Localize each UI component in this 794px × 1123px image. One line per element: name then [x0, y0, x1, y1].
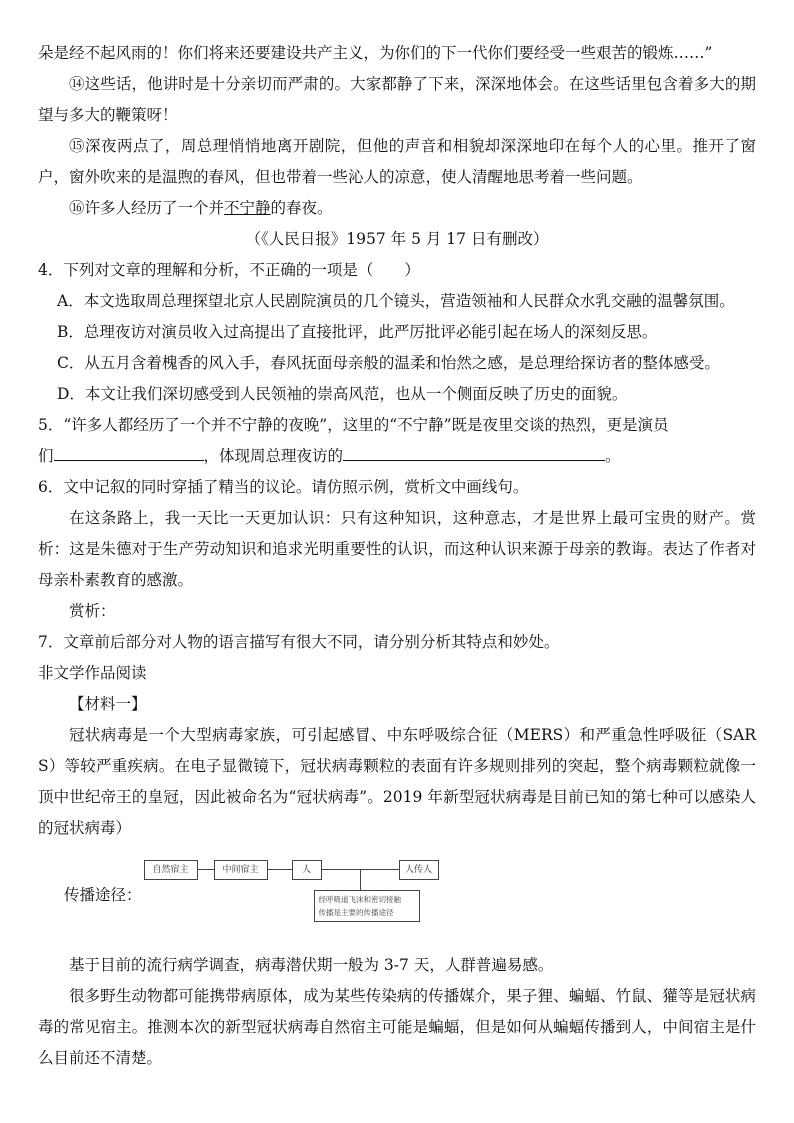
underlined-phrase: 不宁静: [224, 199, 271, 217]
paragraph-16-post: 的春夜。: [270, 199, 333, 217]
diagram-node-human: 人: [292, 860, 322, 880]
transmission-diagram-row: [38, 856, 756, 944]
material-1-paragraph-2: 基于目前的流行病学调查，病毒潜伏期一般为 3-7 天，人群普遍易感。: [69, 956, 554, 974]
document-page: [38, 38, 756, 1074]
question-4-option-a: A．本文选取周总理探望北京人民剧院演员的几个镜头，营造领袖和人民群众水乳交融的温馨氛围。: [57, 292, 735, 310]
transmission-diagram: [144, 856, 444, 942]
question-5-blanks: [38, 441, 756, 472]
diagram-note-line-1: 经呼吸道飞沫和密切接触: [318, 895, 402, 904]
question-5-part1: 们: [38, 447, 54, 465]
answer-blank-2[interactable]: [343, 442, 605, 461]
section-title: 非文学作品阅读: [38, 664, 147, 682]
paragraph-15: ⑮深夜两点了，周总理悄悄地离开剧院，但他的声音和相貌却深深地印在每个人的心里。推开了窗户，窗外吹来的是温煦的春风，但也带着一些沁人的凉意，使人清醒地思考着一些问题。: [38, 137, 756, 186]
question-5-part3: 。: [605, 447, 621, 465]
question-7-stem: 7．文章前后部分对人物的语言描写有很大不同，请分别分析其特点和妙处。: [38, 633, 560, 651]
question-6-stem: 6．文中记叙的同时穿插了精当的议论。请仿照示例，赏析文中画线句。: [38, 478, 529, 496]
diagram-note-line-2: 传播是主要的传播途径: [318, 908, 394, 917]
material-1-paragraph: 冠状病毒是一个大型病毒家族，可引起感冒、中东呼吸综合征（MERS）和严重急性呼吸征（SARS）等较严重疾病。在电子显微镜下，冠状病毒颗粒的表面有许多规则排列的突起，整个病毒颗粒就像一顶中世纪帝王的皇冠，因此被命名为“冠状病毒”。2019 年新型冠状病毒是目前已知的第七种可以感染人的冠状病毒）: [38, 726, 756, 837]
material-1-heading: 【材料一】: [69, 695, 147, 713]
diagram-note-box: [314, 890, 420, 922]
question-4-option-d: D．本文让我们深切感受到人民领袖的崇高风范，也从一个侧面反映了历史的面貌。: [57, 385, 628, 403]
diagram-connector-down: [360, 870, 361, 890]
question-4-option-c: C．从五月含着槐香的风入手，春风抚面母亲般的温柔和怡然之感，是总理给探访者的整体感受。: [57, 354, 720, 372]
source-citation: （《人民日报》1957 年 5 月 17 日有删改）: [245, 230, 549, 248]
diagram-connector: [197, 869, 214, 870]
material-1-paragraph-3: 很多野生动物都可能携带病原体，成为某些传染病的传播媒介，果子狸、蝙蝠、竹鼠、獾等是冠状病毒的常见宿主。推测本次的新型冠状病毒自然宿主可能是蝙蝠，但是如何从蝙蝠传播到人，中间宿主是什么目前还不清楚。: [38, 987, 756, 1067]
question-6-answer-label: 赏析：: [69, 602, 116, 620]
text-line-continuation: 朵是经不起风雨的！你们将来还要建设共产主义，为你们的下一代你们要经受一些艰苦的锻炼……”: [38, 44, 713, 62]
diagram-node-intermediate-host: 中间宿主: [214, 860, 268, 880]
question-6-example: 在这条路上，我一天比一天更加认识：只有这种知识，这种意志，才是世界上最可宝贵的财产。赏析：这是朱德对于生产劳动知识和追求光明重要性的认识，而这种认识来源于母亲的教诲。表达了作者对母亲朴素教育的感激。: [38, 509, 756, 589]
question-5-part2: ，体现周总理夜访的: [203, 447, 344, 465]
diagram-connector: [267, 869, 292, 870]
diagram-node-natural-host: 自然宿主: [144, 860, 198, 880]
diagram-label: 传播途径：: [64, 886, 142, 904]
diagram-node-human-to-human: 人传人: [399, 860, 439, 880]
question-4-option-b: B．总理夜访对演员收入过高提出了直接批评，此严厉批评必能引起在场人的深刻反思。: [57, 323, 658, 341]
paragraph-16-pre: ⑯许多人经历了一个并: [69, 199, 225, 217]
question-4-stem: 4．下列对文章的理解和分析，不正确的一项是（ ）: [38, 261, 420, 279]
paragraph-14: ⑭这些话，他讲时是十分亲切而严肃的。大家都静了下来，深深地体会。在这些话里包含着多大的期望与多大的鞭策呀！: [38, 75, 756, 124]
question-5-stem: 5．“许多人都经历了一个并不宁静的夜晚”，这里的“不宁静”既是夜里交谈的热烈，更是演员: [38, 416, 669, 434]
answer-blank-1[interactable]: [54, 442, 204, 461]
paragraph-16: [38, 193, 756, 224]
